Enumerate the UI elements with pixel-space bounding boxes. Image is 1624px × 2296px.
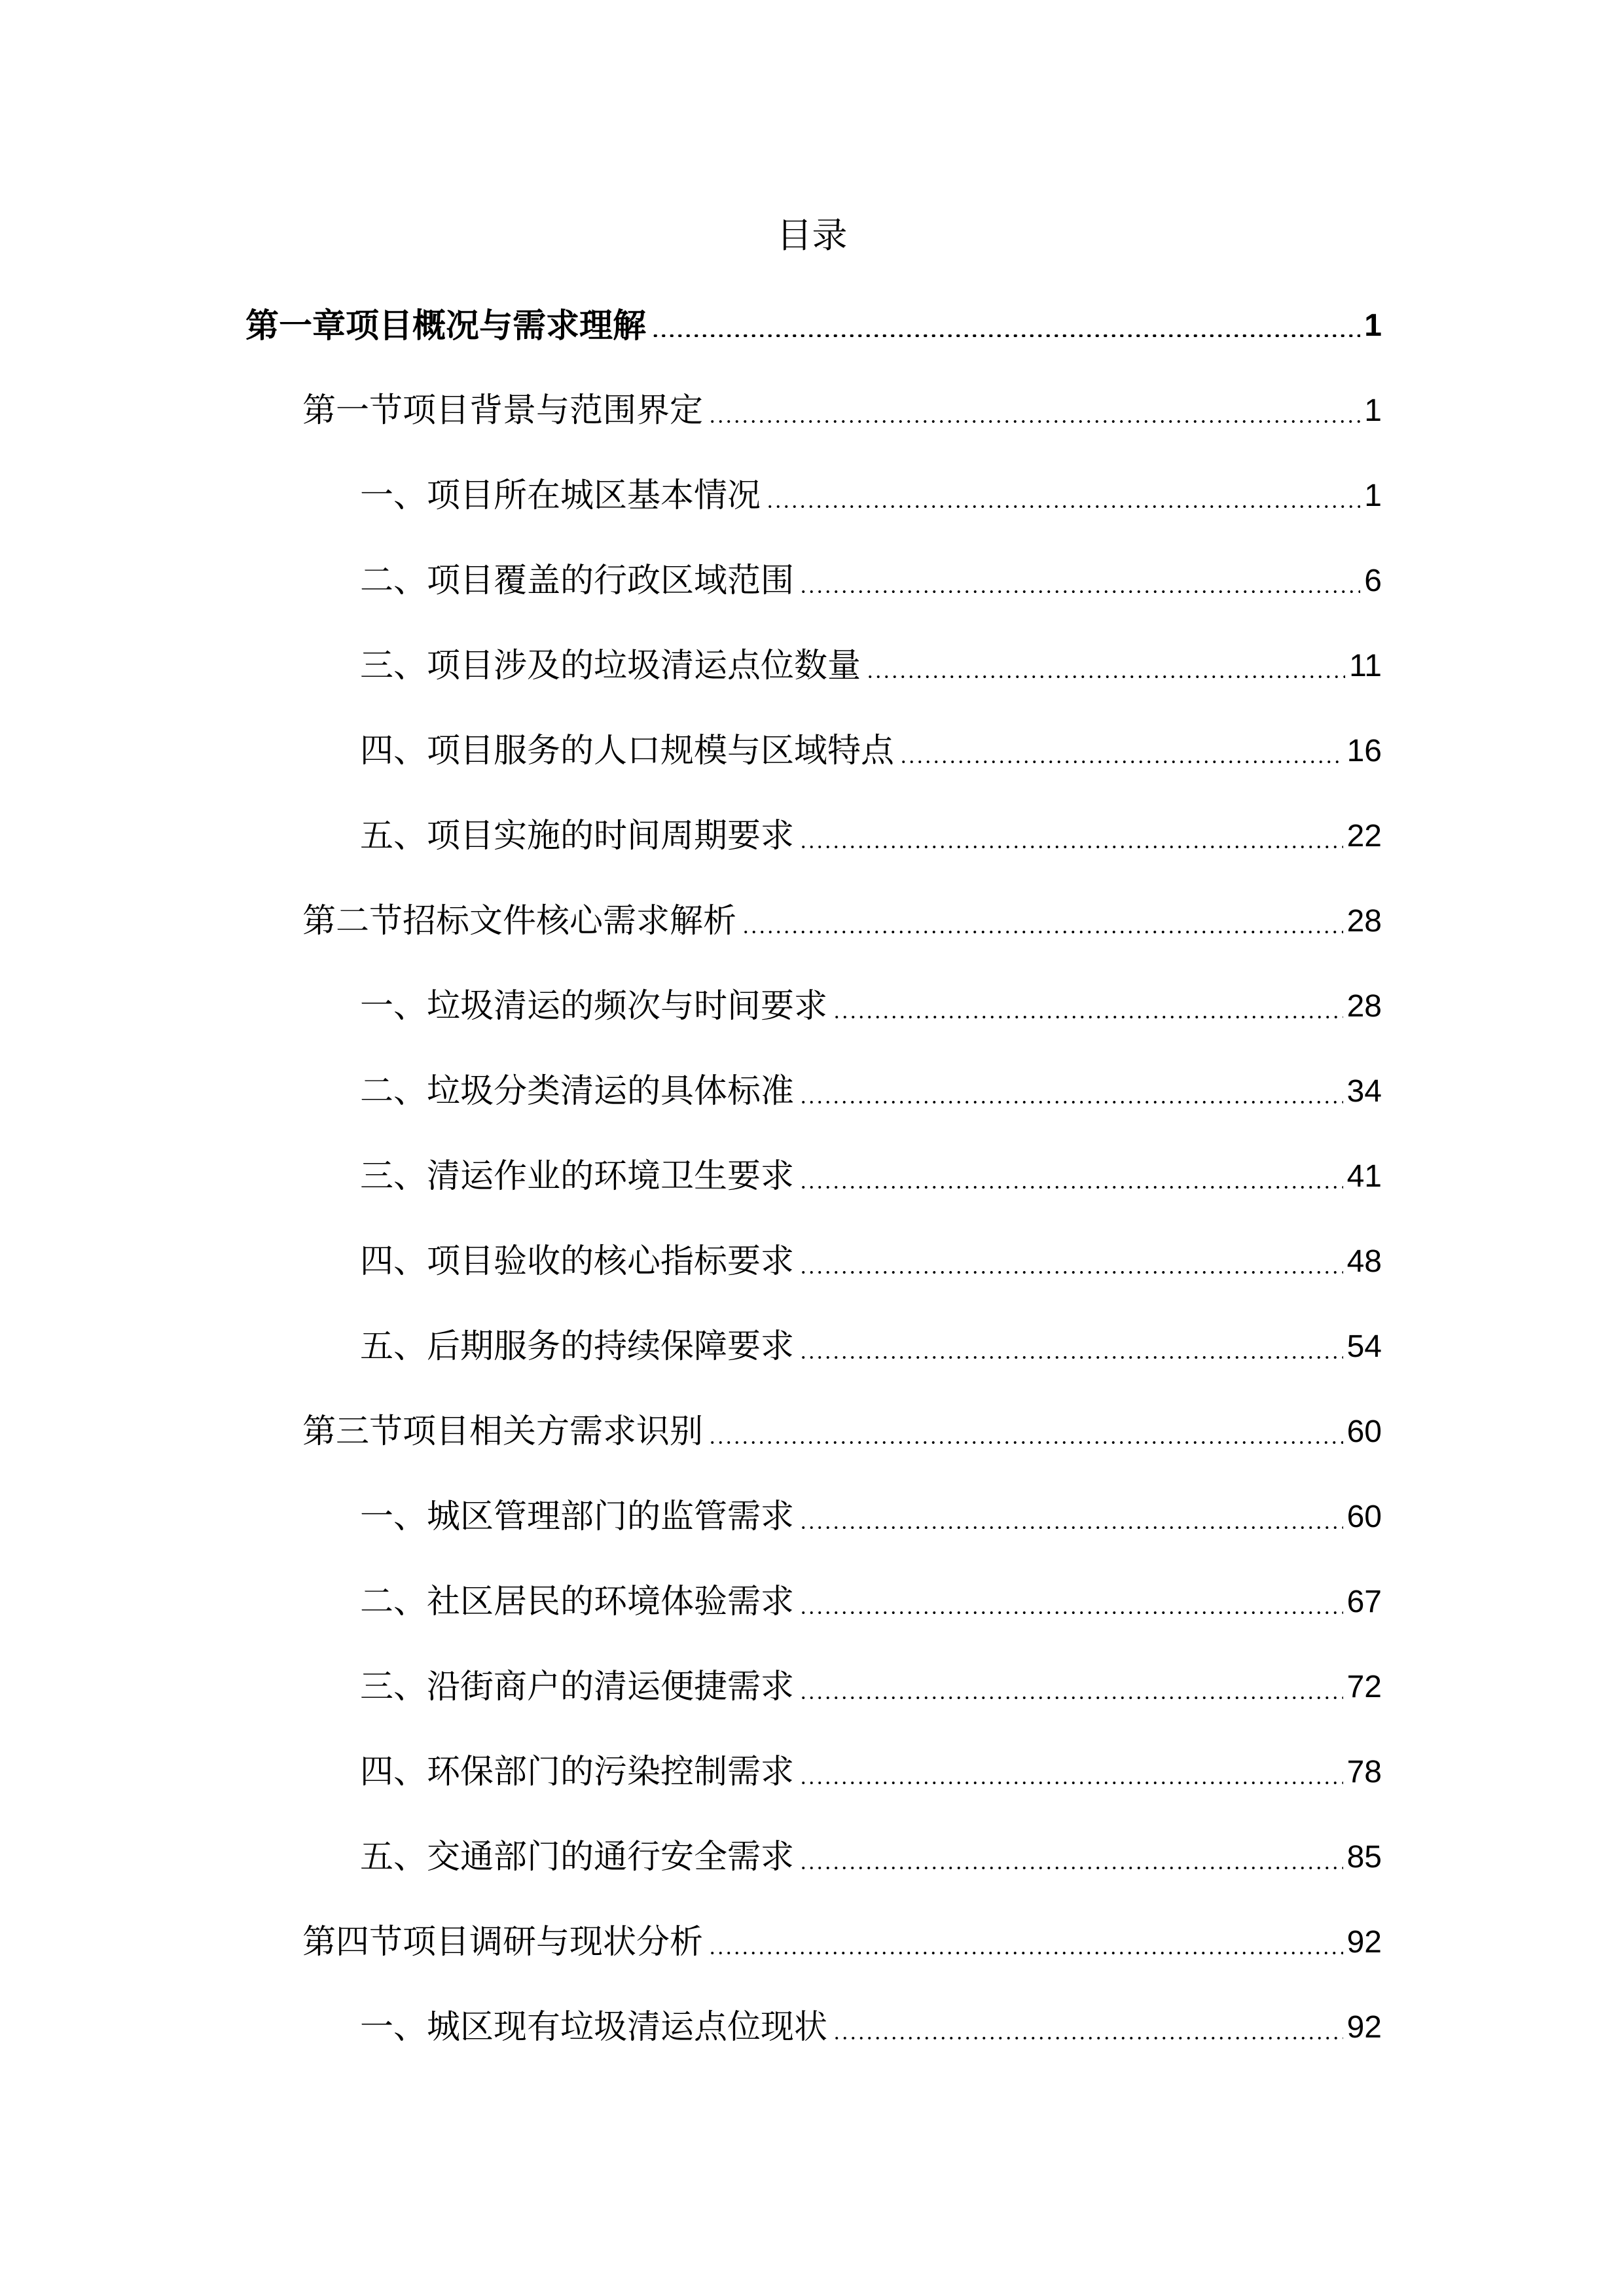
toc-entry-page: 6	[1364, 564, 1382, 598]
toc-entry-label: 三、沿街商户的清运便捷需求	[360, 1668, 795, 1706]
dot-leader	[799, 1751, 1343, 1793]
toc-entry-item[interactable]	[360, 465, 1382, 517]
toc-entry-label: 一、城区管理部门的监管需求	[360, 1498, 795, 1536]
toc-entry-label: 一、项目所在城区基本情况	[360, 476, 761, 515]
toc-entry-item[interactable]	[360, 1060, 1382, 1113]
toc-entry-label: 三、清运作业的环境卫生要求	[360, 1157, 795, 1196]
toc-entry-label: 四、项目验收的核心指标要求	[360, 1242, 795, 1281]
toc-entry-page: 48	[1346, 1244, 1382, 1279]
toc-entry-page: 67	[1346, 1585, 1382, 1619]
toc-entry-item[interactable]	[360, 635, 1382, 687]
dot-leader	[799, 560, 1360, 602]
toc-entry-label: 四、环保部门的污染控制需求	[360, 1753, 795, 1791]
toc-entry-item[interactable]	[360, 1486, 1382, 1538]
dot-leader	[708, 390, 1360, 432]
toc-title: 目录	[776, 215, 848, 256]
toc-entry-section[interactable]	[302, 1401, 1382, 1453]
toc-entry-label: 第三节项目相关方需求识别	[302, 1412, 704, 1451]
toc-entry-item[interactable]	[360, 1826, 1382, 1878]
toc-entry-page: 11	[1349, 649, 1382, 683]
toc-entry-item[interactable]	[360, 975, 1382, 1028]
dot-leader	[866, 645, 1345, 687]
toc-entry-page: 72	[1346, 1670, 1382, 1704]
toc-entry-label: 二、垃圾分类清运的具体标准	[360, 1072, 795, 1111]
toc-entry-page: 92	[1346, 1925, 1382, 1960]
toc-entry-label: 五、后期服务的持续保障要求	[360, 1327, 795, 1366]
toc-entry-item[interactable]	[360, 1996, 1382, 2049]
toc-entry-item[interactable]	[360, 1145, 1382, 1198]
toc-entry-page: 92	[1346, 2010, 1382, 2045]
dot-leader	[799, 1581, 1343, 1623]
dot-leader	[833, 2007, 1343, 2049]
dot-leader	[742, 901, 1343, 942]
toc-entry-section[interactable]	[302, 380, 1382, 432]
toc-entry-item[interactable]	[360, 1230, 1382, 1283]
dot-leader	[651, 305, 1360, 347]
dot-leader	[799, 816, 1343, 857]
toc-entry-page: 1	[1364, 478, 1382, 513]
dot-leader	[799, 1837, 1343, 1878]
toc-entry-label: 二、社区居民的环境体验需求	[360, 1583, 795, 1621]
dot-leader	[799, 1496, 1343, 1538]
toc-entry-page: 78	[1346, 1755, 1382, 1789]
toc-entry-label: 四、项目服务的人口规模与区域特点	[360, 732, 895, 770]
dot-leader	[799, 1071, 1343, 1113]
toc-entry-label: 一、垃圾清运的频次与时间要求	[360, 987, 828, 1026]
toc-entry-label: 五、交通部门的通行安全需求	[360, 1838, 795, 1876]
toc-entry-label: 二、项目覆盖的行政区域范围	[360, 562, 795, 600]
toc-entry-item[interactable]	[360, 1316, 1382, 1368]
toc-entry-chapter[interactable]	[245, 295, 1382, 347]
toc-entry-label: 一、城区现有垃圾清运点位现状	[360, 2008, 828, 2047]
toc-entry-item[interactable]	[360, 1571, 1382, 1623]
dot-leader	[766, 475, 1360, 517]
toc-entry-label: 五、项目实施的时间周期要求	[360, 817, 795, 855]
toc-entry-item[interactable]	[360, 550, 1382, 602]
toc-entry-label: 第二节招标文件核心需求解析	[302, 902, 737, 941]
toc-entry-item[interactable]	[360, 1656, 1382, 1708]
dot-leader	[799, 1156, 1343, 1198]
toc-entry-page: 28	[1346, 904, 1382, 939]
toc-entry-page: 34	[1346, 1074, 1382, 1109]
toc-entry-page: 1	[1364, 308, 1382, 343]
toc-entry-item[interactable]	[360, 1741, 1382, 1793]
dot-leader	[799, 1241, 1343, 1283]
toc-entry-item[interactable]	[360, 805, 1382, 857]
toc-entry-label: 第四节项目调研与现状分析	[302, 1923, 704, 1962]
toc-entry-page: 22	[1346, 819, 1382, 853]
toc-entry-section[interactable]	[302, 890, 1382, 942]
toc-entry-label: 三、项目涉及的垃圾清运点位数量	[360, 647, 861, 685]
toc-entry-page: 28	[1346, 989, 1382, 1024]
toc-entry-page: 85	[1346, 1840, 1382, 1874]
dot-leader	[708, 1411, 1343, 1453]
toc-entry-label: 第一章项目概况与需求理解	[245, 306, 647, 346]
toc-entry-page: 41	[1346, 1159, 1382, 1194]
toc-entry-section[interactable]	[302, 1911, 1382, 1964]
toc-entry-page: 16	[1346, 734, 1382, 768]
dot-leader	[799, 1666, 1343, 1708]
toc-entry-page: 1	[1364, 393, 1382, 428]
toc-entry-page: 60	[1346, 1414, 1382, 1449]
dot-leader	[799, 1326, 1343, 1368]
toc-entry-label: 第一节项目背景与范围界定	[302, 391, 704, 430]
toc-entry-page: 54	[1346, 1329, 1382, 1364]
toc-entry-page: 60	[1346, 1499, 1382, 1534]
dot-leader	[833, 986, 1343, 1028]
toc-entry-item[interactable]	[360, 720, 1382, 772]
dot-leader	[899, 730, 1343, 772]
dot-leader	[708, 1922, 1343, 1964]
